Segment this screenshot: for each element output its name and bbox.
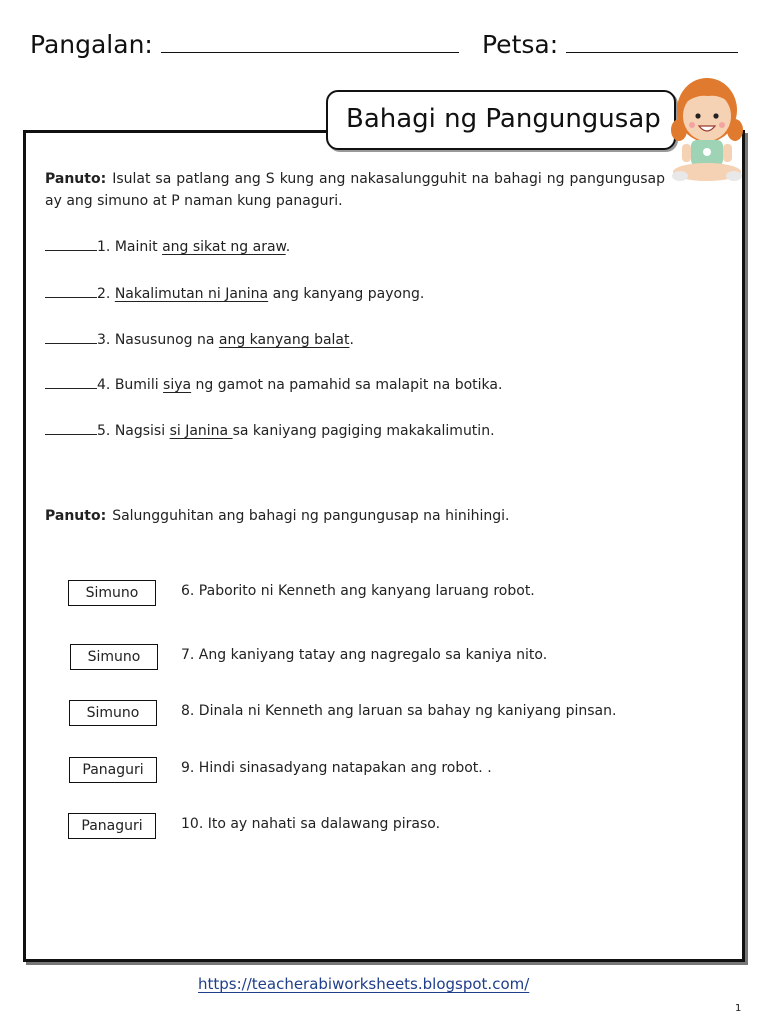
item-text: sa kaniyang pagiging makakalimutin. <box>232 423 495 439</box>
item-text: . <box>285 239 291 255</box>
instruction-2-text: Salungguhitan ang bahagi ng pangungusap na hinihingi. <box>112 508 510 524</box>
underlined-text: si Janina <box>169 423 233 439</box>
girl-mascot-icon <box>670 72 744 190</box>
instruction-1 <box>45 168 665 212</box>
part-tag: Simuno <box>70 644 158 670</box>
underlined-text: Nakalimutan ni Janina <box>114 286 269 302</box>
item-sentence[interactable]: 9. Hindi sinasadyang natapakan ang robot. . <box>181 760 492 776</box>
part-tag: Panaguri <box>68 813 156 839</box>
answer-blank[interactable] <box>45 285 97 298</box>
item-sentence[interactable]: 6. Paborito ni Kenneth ang kanyang laruang robot. <box>181 583 535 599</box>
item-number: 3. <box>97 332 111 348</box>
part1-item-1 <box>45 238 290 255</box>
instruction-2-label: Panuto: <box>45 508 107 524</box>
item-number: 2. <box>97 286 111 302</box>
item-sentence[interactable]: 8. Dinala ni Kenneth ang laruan sa bahay ng kaniyang pinsan. <box>181 703 617 719</box>
name-field <box>30 30 459 59</box>
title-tab <box>326 90 676 150</box>
item-number: 1. <box>97 239 111 255</box>
answer-blank[interactable] <box>45 238 97 251</box>
instruction-1-label: Panuto: <box>45 171 107 187</box>
item-text: Nagsisi <box>114 423 170 439</box>
part1-item-3 <box>45 331 354 348</box>
item-text: Bumili <box>114 377 164 393</box>
date-line[interactable] <box>566 32 738 53</box>
underlined-text: ang kanyang balat <box>218 332 350 348</box>
part-tag: Simuno <box>69 700 157 726</box>
underlined-text: ang sikat ng araw <box>162 239 286 255</box>
part1-item-2 <box>45 285 424 302</box>
item-text: . <box>349 332 354 348</box>
instruction-2 <box>45 505 665 527</box>
part1-item-5 <box>45 422 495 439</box>
answer-blank[interactable] <box>45 331 97 344</box>
item-text: ang kanyang payong. <box>268 286 425 302</box>
part1-item-4 <box>45 376 502 393</box>
item-text: Nasusunog na <box>114 332 219 348</box>
item-sentence[interactable]: 7. Ang kaniyang tatay ang nagregalo sa kaniya nito. <box>181 647 548 663</box>
date-label: Petsa: <box>482 30 559 59</box>
item-sentence[interactable]: 10. Ito ay nahati sa dalawang piraso. <box>181 816 441 832</box>
website-link[interactable]: https://teacherabiworksheets.blogspot.com/ <box>198 975 530 993</box>
underlined-text: siya <box>163 377 192 393</box>
part-tag: Simuno <box>68 580 156 606</box>
name-line[interactable] <box>161 32 459 53</box>
item-number: 5. <box>97 423 111 439</box>
page-number: 1 <box>735 1003 742 1014</box>
item-text: Mainit <box>114 239 163 255</box>
name-label: Pangalan: <box>30 30 153 59</box>
worksheet-title: Bahagi ng Pangungusap <box>346 104 661 134</box>
date-field <box>482 30 738 59</box>
answer-blank[interactable] <box>45 422 97 435</box>
part-tag: Panaguri <box>69 757 157 783</box>
answer-blank[interactable] <box>45 376 97 389</box>
item-text: ng gamot na pamahid sa malapit na botika. <box>191 377 503 393</box>
instruction-1-text: Isulat sa patlang ang S kung ang nakasalungguhit na bahagi ng pangungusap ay ang simuno at P naman kung panaguri. <box>45 171 665 209</box>
item-number: 4. <box>97 377 111 393</box>
